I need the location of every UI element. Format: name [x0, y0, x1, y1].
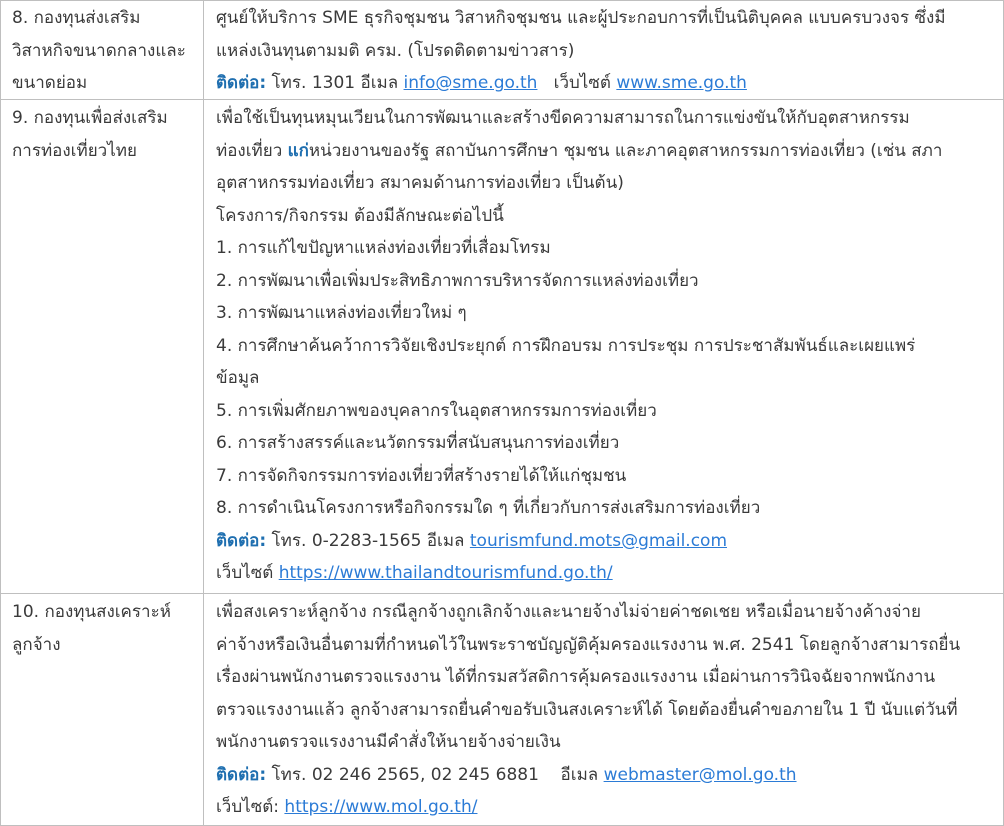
desc-line: ตรวจแรงงานแล้ว ลูกจ้างสามารถยื่นคำขอรับเงินสงเคราะห์ได้ โดยต้องยื่นคำขอภายใน 1 ปี นับแต่วันที่ — [216, 699, 958, 720]
website-label: เว็บไซต์ — [537, 73, 617, 93]
fund-name-line: 10. กองทุนสงเคราะห์ — [12, 602, 171, 622]
desc-line: เรื่องผ่านพนักงานตรวจแรงงาน ได้ที่กรมสวัสดิการคุ้มครองแรงงาน เมื่อผ่านการวินิจฉัยจากพนักงาน — [216, 667, 936, 687]
row-divider — [0, 593, 1004, 594]
website-label: เว็บไซต์: — [216, 797, 285, 817]
list-item: 2. การพัฒนาเพื่อเพิ่มประสิทธิภาพการบริหารจัดการแหล่งท่องเที่ยว — [216, 270, 699, 291]
fund-name-line: ลูกจ้าง — [12, 634, 61, 655]
list-item: 4. การศึกษาค้นคว้าการวิจัยเชิงประยุกต์ การฝึกอบรม การประชุม การประชาสัมพันธ์และเผยแพร่ — [216, 335, 916, 356]
desc-line: เพื่อใช้เป็นทุนหมุนเวียนในการพัฒนาและสร้างขีดความสามารถในการแข่งขันให้กับอุตสาหกรรม — [216, 108, 910, 128]
website-link[interactable]: https://www.thailandtourismfund.go.th/ — [278, 563, 613, 583]
contact-phone: โทร. 0-2283-1565 อีเมล — [266, 530, 470, 551]
list-item: 5. การเพิ่มศักยภาพของบุคลากรในอุตสาหกรรมการท่องเที่ยว — [216, 400, 657, 421]
desc-line: พนักงานตรวจแรงงานมีคำสั่งให้นายจ้างจ่ายเงิน — [216, 732, 561, 752]
desc-line: ค่าจ้างหรือเงินอื่นตามที่กำหนดไว้ในพระราชบัญญัติคุ้มครองแรงงาน พ.ศ. 2541 โดยลูกจ้างสามารถยื่น — [216, 634, 961, 655]
desc-line: ศูนย์ให้บริการ SME ธุรกิจชุมชน วิสาหกิจชุมชน และผู้ประกอบการที่เป็นนิติบุคคล แบบครบวงจร ซึ่งมี — [216, 8, 946, 28]
contact-phone: โทร. 02 246 2565, 02 245 6881 อีเมล — [266, 764, 604, 785]
fund-name-line: การท่องเที่ยวไทย — [12, 140, 137, 161]
contact-line — [216, 67, 996, 100]
contact-label: ติดต่อ: — [216, 73, 267, 93]
website-line — [216, 557, 996, 590]
column-divider — [0, 0, 1, 826]
desc-line: แหล่งเงินทุนตามมติ ครม. (โปรดติดตามข่าวสาร) — [216, 40, 575, 61]
fund-name-line: วิสาหกิจขนาดกลางและ — [12, 40, 186, 61]
list-item: 1. การแก้ไขปัญหาแหล่งท่องเที่ยวที่เสื่อมโทรม — [216, 238, 551, 258]
list-item: 6. การสร้างสรรค์และนวัตกรรมที่สนับสนุนการท่องเที่ยว — [216, 433, 620, 453]
email-link[interactable]: tourismfund.mots@gmail.com — [469, 530, 727, 551]
contact-label: ติดต่อ: — [216, 530, 267, 551]
desc-line: อุตสาหกรรมท่องเที่ยว สมาคมด้านการท่องเที่ยว เป็นต้น) — [216, 173, 624, 193]
highlight-text: แก่ — [287, 140, 309, 161]
email-link[interactable]: webmaster@mol.go.th — [603, 764, 797, 785]
fund-desc-10 — [216, 596, 996, 824]
row-divider — [0, 0, 1004, 1]
contact-line — [216, 525, 996, 558]
fund-name-line: 8. กองทุนส่งเสริม — [12, 8, 141, 28]
website-label: เว็บไซต์ — [216, 563, 279, 583]
desc-text: ท่องเที่ยว — [216, 140, 288, 161]
desc-line: โครงการ/กิจกรรม ต้องมีลักษณะต่อไปนี้ — [216, 205, 504, 226]
contact-label: ติดต่อ: — [216, 764, 267, 785]
fund-name-line: 9. กองทุนเพื่อส่งเสริม — [12, 108, 168, 128]
fund-name-line: ขนาดย่อม — [12, 73, 88, 93]
list-item: 7. การจัดกิจกรรมการท่องเที่ยวที่สร้างรายได้ให้แก่ชุมชน — [216, 465, 627, 486]
list-item: ข้อมูล — [216, 368, 260, 388]
fund-desc-8 — [216, 2, 996, 100]
fund-name-10 — [12, 596, 198, 661]
desc-line: เพื่อสงเคราะห์ลูกจ้าง กรณีลูกจ้างถูกเลิกจ้างและนายจ้างไม่จ่ายค่าชดเชย หรือเมื่อนายจ้างค้างจ่าย — [216, 602, 921, 622]
fund-desc-9 — [216, 102, 996, 590]
list-item: 3. การพัฒนาแหล่งท่องเที่ยวใหม่ ๆ — [216, 303, 467, 323]
website-link[interactable]: https://www.mol.go.th/ — [284, 797, 478, 817]
email-link[interactable]: info@sme.go.th — [403, 73, 538, 93]
contact-phone: โทร. 1301 อีเมล — [266, 73, 404, 93]
column-divider — [203, 0, 204, 826]
desc-text: หน่วยงานของรัฐ สถาบันการศึกษา ชุมชน และภาคอุตสาหกรรมการท่องเที่ยว (เช่น สภา — [308, 140, 943, 161]
website-line — [216, 791, 996, 824]
desc-line — [216, 135, 996, 168]
fund-name-8 — [12, 2, 198, 100]
fund-name-9 — [12, 102, 198, 167]
website-link[interactable]: www.sme.go.th — [616, 73, 747, 93]
list-item: 8. การดำเนินโครงการหรือกิจกรรมใด ๆ ที่เกี่ยวกับการส่งเสริมการท่องเที่ยว — [216, 498, 761, 518]
contact-line — [216, 759, 996, 792]
